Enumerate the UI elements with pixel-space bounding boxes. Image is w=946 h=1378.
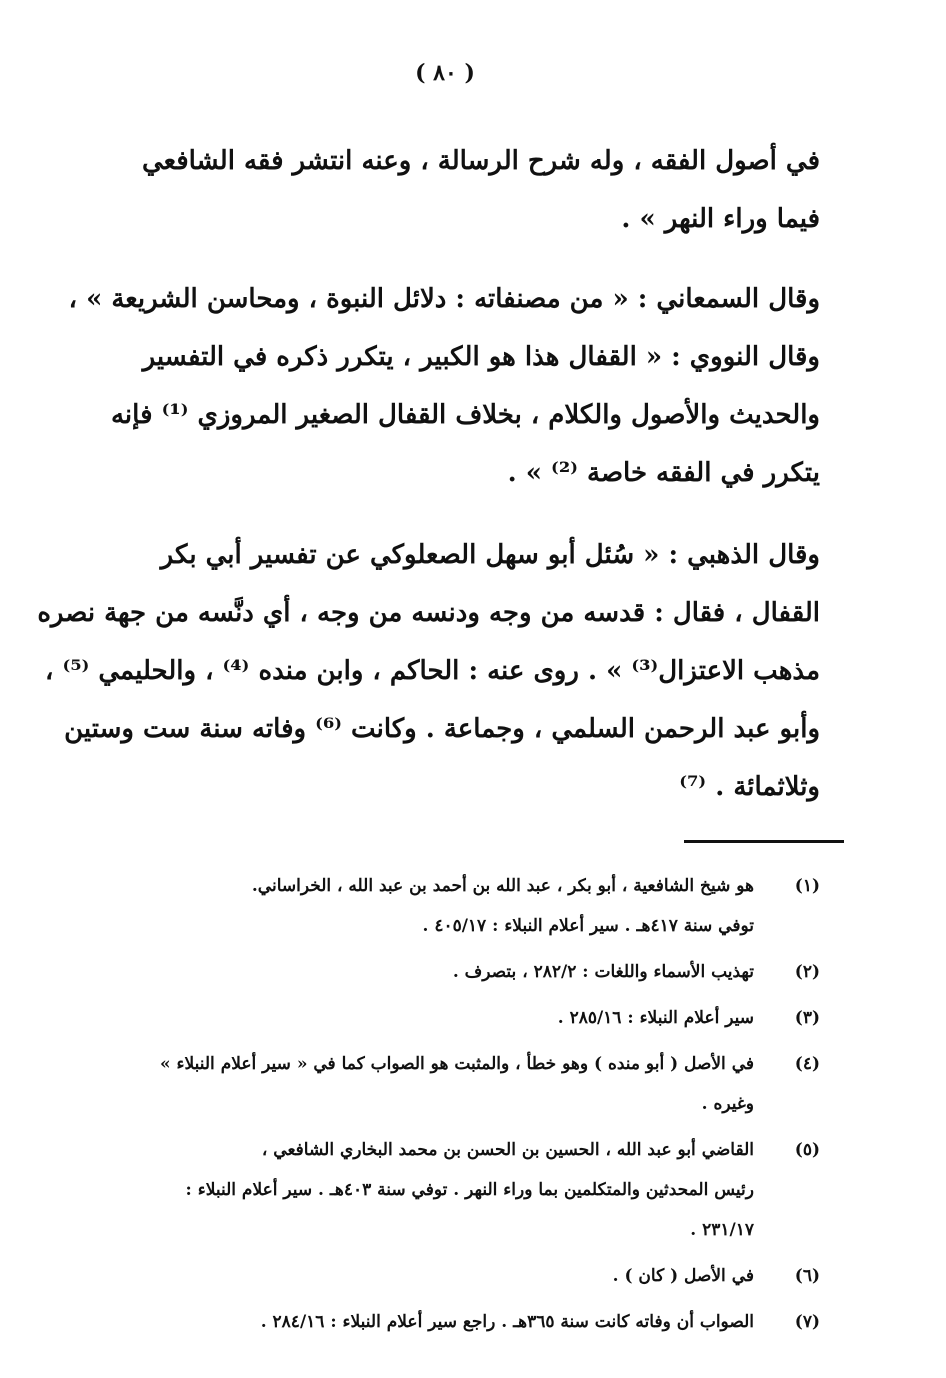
footnote-number: (٦) [794, 1266, 820, 1286]
footnote-text [84, 998, 754, 1038]
footnote-3 [84, 998, 820, 1038]
footnote-line: سير أعلام النبلاء : ٢٨٥/١٦ . [557, 1008, 754, 1028]
footnote-line: توفي سنة ٤١٧هـ . سير أعلام النبلاء : ٤٠٥/١٧ . [422, 916, 754, 936]
footnote-number: (١) [794, 876, 820, 896]
paragraph-line: وقال النووي : « القفال هذا هو الكبير ، يتكرر ذكره في التفسير [142, 342, 820, 372]
footnote-line: تهذيب الأسماء واللغات : ٢٨٢/٢ ، بتصرف . [452, 962, 754, 982]
paragraph-line: وأبو عبد الرحمن السلمي ، وجماعة . وكانت ⁽⁶⁾ وفاته سنة ست وستين [64, 714, 820, 744]
footnote-text [84, 1130, 754, 1250]
paragraph-line: وثلاثمائة . ⁽⁷⁾ [679, 772, 820, 802]
footnote-number: (٣) [794, 1008, 820, 1028]
paragraph-line: فيما وراء النهر » . [621, 204, 820, 234]
footnote-number: (٤) [794, 1054, 820, 1074]
footnote-line: هو شيخ الشافعية ، أبو بكر ، عبد الله بن أحمد بن عبد الله ، الخراساني. [251, 876, 754, 896]
page-number: ( ٨٠ ) [415, 60, 475, 86]
footnote-text [84, 1302, 754, 1342]
footnote-5 [84, 1130, 820, 1250]
paragraph-line: مذهب الاعتزال⁽³⁾ » . روى عنه : الحاكم ، وابن منده ⁽⁴⁾ ، والحليمي ⁽⁵⁾ ، [45, 656, 820, 686]
paragraph-line: وقال الذهبي : « سُئل أبو سهل الصعلوكي عن تفسير أبي بكر [160, 540, 820, 570]
paragraph-line: يتكرر في الفقه خاصة ⁽²⁾ » . [507, 458, 820, 488]
footnote-number: (٧) [794, 1312, 820, 1332]
paragraph-3 [37, 526, 820, 816]
paragraph-line: وقال السمعاني : « من مصنفاته : دلائل النبوة ، ومحاسن الشريعة » ، [68, 284, 820, 314]
footnote-2 [84, 952, 820, 992]
footnote-text [84, 952, 754, 992]
footnote-number: (٥) [794, 1140, 820, 1160]
footnote-text [84, 1256, 754, 1296]
footnote-line: وغيره . [701, 1094, 754, 1114]
footnotes [84, 866, 820, 1348]
footnote-line: القاضي أبو عبد الله ، الحسين بن الحسن بن محمد البخاري الشافعي ، [261, 1140, 754, 1160]
footnote-6 [84, 1256, 820, 1296]
footnote-line: ٢٣١/١٧ . [690, 1220, 754, 1240]
paragraph-line: في أصول الفقه ، وله شرح الرسالة ، وعنه انتشر فقه الشافعي [142, 146, 820, 176]
footnote-line: في الأصل ( كان ) . [612, 1266, 754, 1286]
footnote-line: في الأصل ( أبو منده ) وهو خطأ ، والمثبت هو الصواب كما في « سير أعلام النبلاء » [159, 1054, 754, 1074]
footnote-line: الصواب أن وفاته كانت سنة ٣٦٥هـ . راجع سير أعلام النبلاء : ٢٨٤/١٦ . [260, 1312, 754, 1332]
footnote-1 [84, 866, 820, 946]
paragraph-2 [68, 270, 820, 502]
footnote-separator [684, 840, 844, 843]
footnote-text [84, 1044, 754, 1124]
footnote-line: رئيس المحدثين والمتكلمين بما وراء النهر . توفي سنة ٤٠٣هـ . سير أعلام النبلاء : [185, 1180, 754, 1200]
paragraph-line: القفال ، فقال : قدسه من وجه ودنسه من وجه ، أي دنَّسه من جهة نصره [37, 598, 820, 628]
paragraph-1 [84, 132, 820, 248]
footnote-number: (٢) [794, 962, 820, 982]
footnote-text [84, 866, 754, 946]
footnote-7 [84, 1302, 820, 1342]
footnote-4 [84, 1044, 820, 1124]
paragraph-line: والحديث والأصول والكلام ، بخلاف القفال الصغير المروزي ⁽¹⁾ فإنه [110, 400, 820, 430]
